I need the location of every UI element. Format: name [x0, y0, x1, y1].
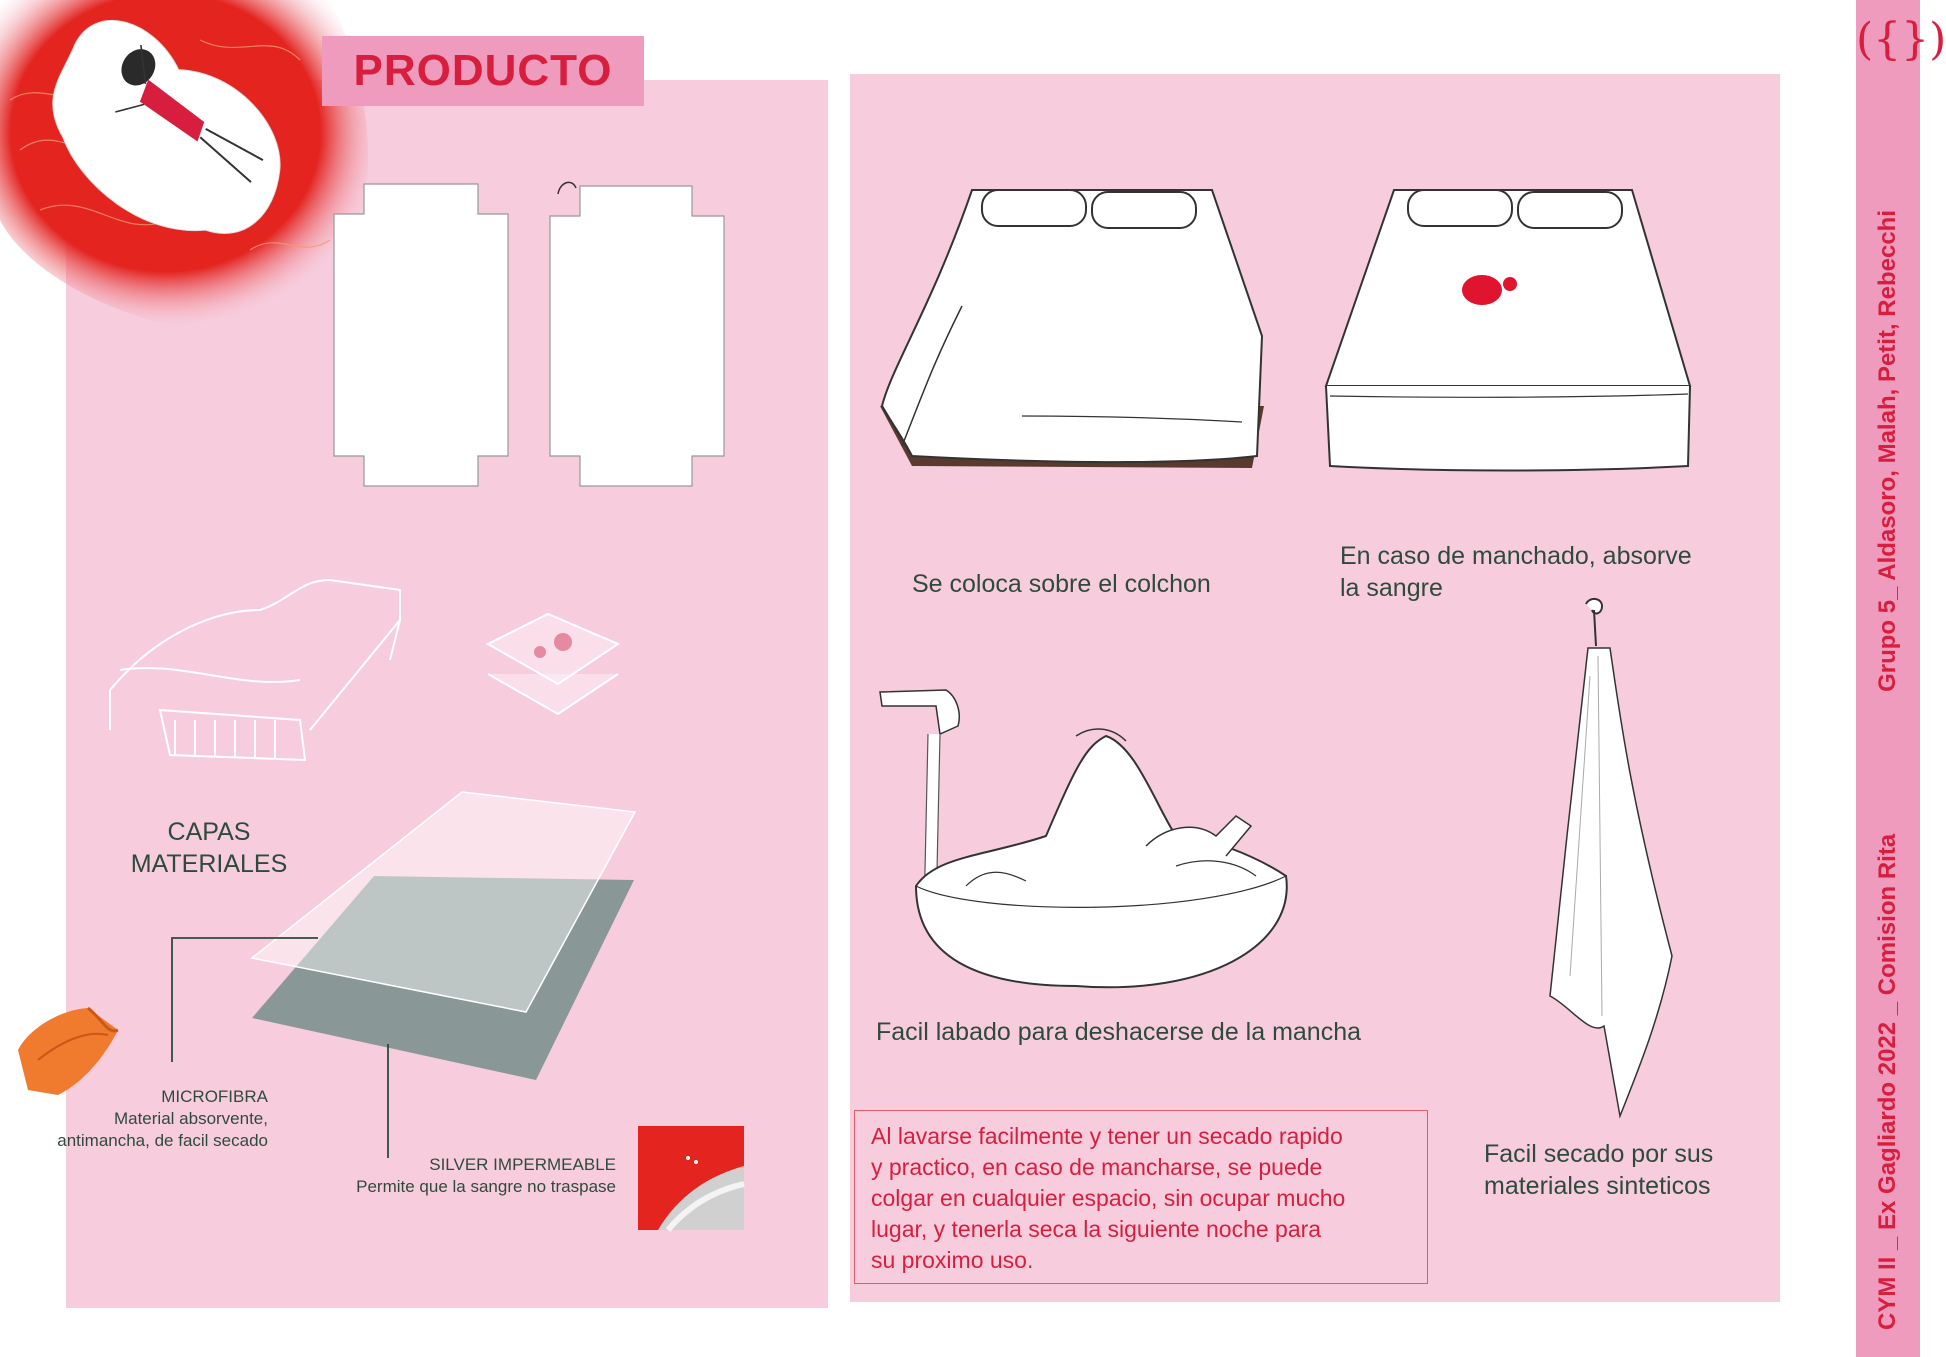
page-title	[322, 36, 644, 106]
silver-fabric-image	[638, 1126, 744, 1230]
silver-desc: Permite que la sangre no traspase	[356, 1177, 616, 1196]
brand-logo-icon: ({})	[1856, 14, 1946, 65]
step1-caption: Se coloca sobre el colchon	[912, 570, 1211, 598]
note-line-1: Al lavarse facilmente y tener un secado rapido	[871, 1123, 1343, 1149]
pattern-piece-right	[546, 178, 730, 490]
note-line-3: colgar en cualquier espacio, sin ocupar mucho	[871, 1185, 1346, 1211]
step3-caption: Facil labado para deshacerse de la mancha	[876, 1018, 1362, 1046]
pad-sketch	[478, 604, 628, 724]
mattress-sketch	[100, 570, 420, 770]
usage-note	[854, 1110, 1428, 1284]
microfibra-caption	[20, 1086, 268, 1152]
microfibra-title: MICROFIBRA	[161, 1087, 268, 1106]
pattern-piece-left	[332, 182, 512, 488]
note-line-2: y practico, en caso de mancharse, se puede	[871, 1154, 1323, 1180]
course-label: CYM II _ Ex Gagliardo 2022 _ Comision Rita	[1874, 833, 1901, 1330]
group-label: Grupo 5_ Aldasoro, Malah, Petit, Rebecchi	[1874, 210, 1901, 692]
silver-title: SILVER IMPERMEABLE	[429, 1155, 616, 1174]
note-line-4: lugar, y tenerla seca la siguiente noche para	[871, 1216, 1322, 1242]
note-line-5: su proximo uso.	[871, 1247, 1034, 1273]
layers-label: CAPAS MATERIALES	[130, 818, 288, 878]
layer-diagram	[160, 790, 660, 1090]
silver-caption	[300, 1154, 616, 1198]
side-caption	[1860, 210, 1916, 1330]
microfibra-desc-1: Material absorvente,	[113, 1109, 268, 1128]
microfibra-desc-2: antimancha, de facil secado	[57, 1131, 268, 1150]
bed-illustration-stained	[1318, 186, 1698, 476]
step4-caption: Facil secado por sus materiales sinteticos	[1484, 1140, 1714, 1200]
bed-illustration-covered	[872, 186, 1272, 478]
microfiber-towel-image	[8, 1000, 128, 1100]
step2-caption: En caso de manchado, absorve la sangre	[1340, 542, 1692, 602]
washing-illustration	[876, 686, 1316, 996]
hanging-towel-illustration	[1540, 596, 1680, 1116]
page-title-text: PRODUCTO	[353, 46, 613, 95]
